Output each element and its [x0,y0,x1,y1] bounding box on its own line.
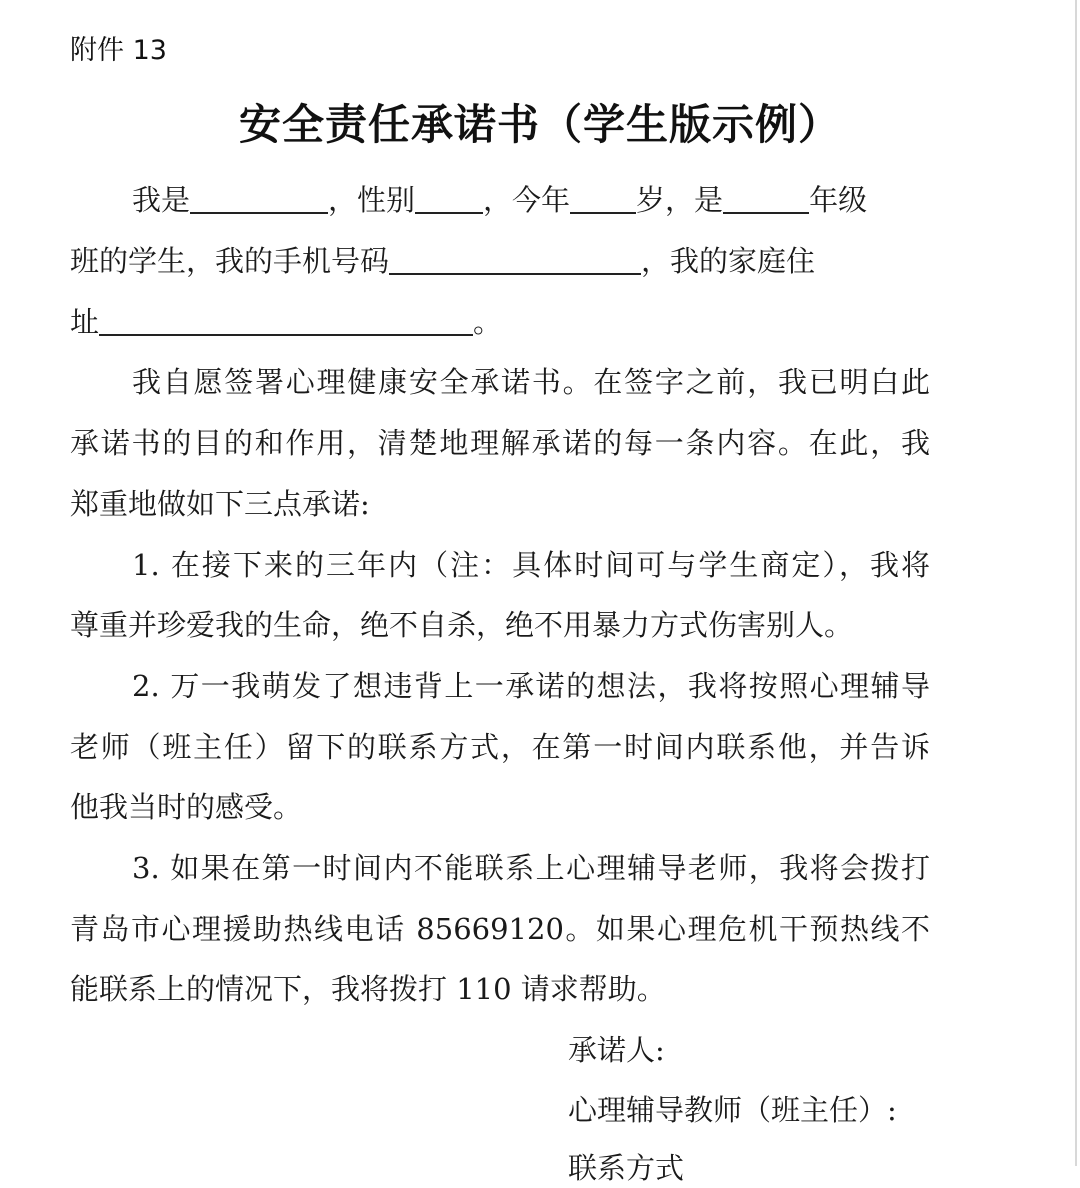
intro-text: 岁，是 [636,183,724,217]
grade-blank[interactable] [723,182,809,214]
contact-label: 联系方式 [568,1151,685,1185]
intro-line-3 [70,302,930,342]
commitment-item-2-line: 老师（班主任）留下的联系方式，在第一时间内联系他，并告诉 [70,730,930,764]
annex-label: 附件 13 [70,35,167,66]
phone-blank[interactable] [389,243,641,275]
address-blank[interactable] [99,304,473,336]
paragraph-line: 郑重地做如下三点承诺: [70,487,370,521]
intro-text: 址 [70,305,100,339]
intro-text: ，今年 [483,183,571,217]
commitment-item-3-line: 3. 如果在第一时间内不能联系上心理辅导老师，我将会拨打 [132,851,930,885]
commitment-item-3-line: 能联系上的情况下，我将拨打 110 请求帮助。 [70,972,666,1006]
paragraph-line: 承诺书的目的和作用，清楚地理解承诺的每一条内容。在此，我 [70,426,930,460]
intro-text: ，性别 [328,183,416,217]
paragraph-line: 我自愿签署心理健康安全承诺书。在签字之前，我已明白此 [132,365,930,399]
age-blank[interactable] [570,182,636,214]
page-edge-divider [1075,0,1077,1166]
teacher-signature-label: 心理辅导教师（班主任）: [568,1093,897,1127]
intro-text: ，我的家庭住 [641,244,816,278]
gender-blank[interactable] [415,182,483,214]
commitment-item-1-line: 1. 在接下来的三年内（注：具体时间可与学生商定），我将 [132,548,930,582]
commitment-item-1-line: 尊重并珍爱我的生命，绝不自杀，绝不用暴力方式伤害别人。 [70,608,854,642]
intro-text: 我是 [132,183,191,217]
intro-text: 班的学生，我的手机号码 [70,244,390,278]
document-title: 安全责任承诺书（学生版示例） [238,100,841,149]
commitment-item-2-line: 2. 万一我萌发了想违背上一承诺的想法，我将按照心理辅导 [132,669,930,703]
intro-text: 年级 [809,183,868,217]
commitment-item-3-line: 青岛市心理援助热线电话 85669120。如果心理危机干预热线不 [70,912,930,946]
intro-line-2 [70,241,930,281]
promisor-signature-label: 承诺人: [568,1033,665,1067]
name-blank[interactable] [190,182,328,214]
intro-line-1 [132,180,930,220]
intro-text: 。 [473,305,503,339]
commitment-item-2-line: 他我当时的感受。 [70,790,303,824]
